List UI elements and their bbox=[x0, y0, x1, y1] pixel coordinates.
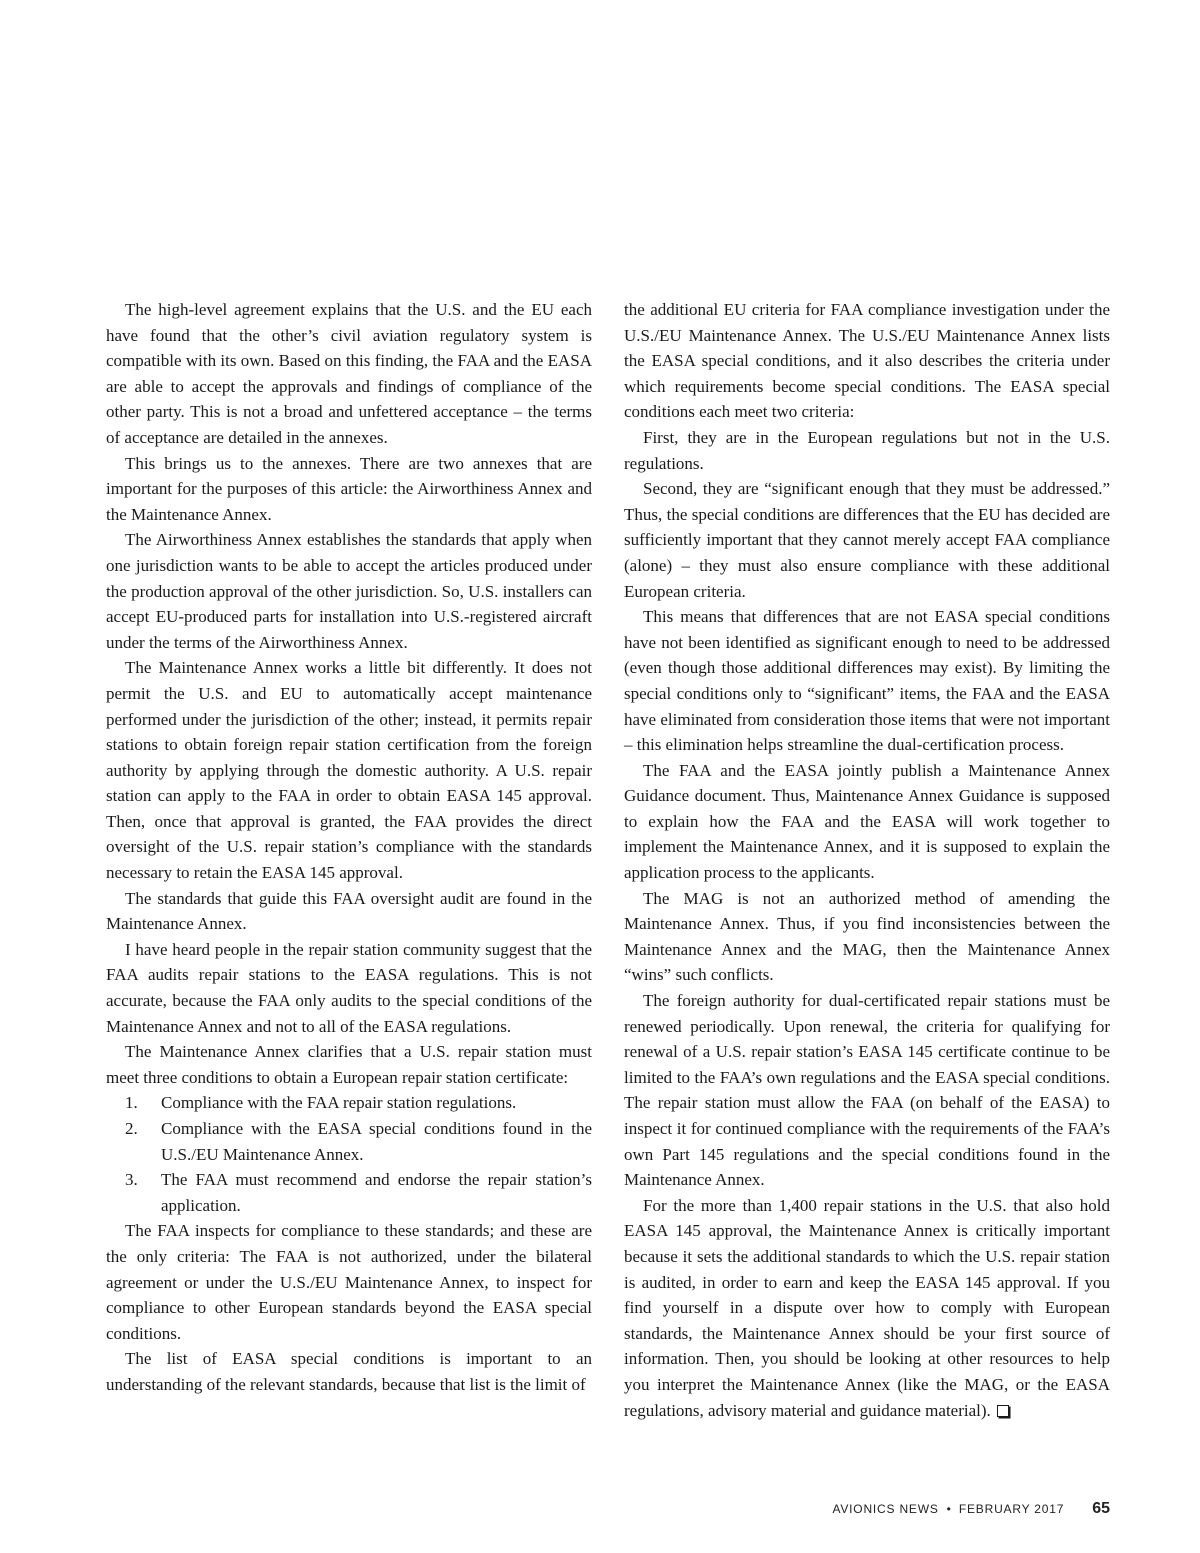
issue-date: FEBRUARY 2017 bbox=[958, 1502, 1065, 1516]
page-footer bbox=[832, 1500, 1110, 1518]
page-number: 65 bbox=[1092, 1500, 1110, 1517]
paragraph: Second, they are “significant enough that they must be addressed.” Thus, the special conditions are differences that the EU has decided are sufficiently important that they cannot merely accept FAA compliance (alone) – they must also ensure compliance with these additional European criteria. bbox=[624, 479, 1110, 601]
magazine-name: AVIONICS NEWS bbox=[832, 1502, 939, 1516]
paragraph: This brings us to the annexes. There are two annexes that are important for the purposes of this article: the Airworthiness Annex and the Maintenance Annex. bbox=[106, 453, 592, 524]
paragraph: The FAA inspects for compliance to these standards; and these are the only criteria: The FAA is not authorized, under the bilateral agreement or under the U.S./EU Maintenance Annex, to inspect for compliance to other European standards beyond the EASA special conditions. bbox=[106, 1221, 592, 1343]
paragraph: The high-level agreement explains that the U.S. and the EU each have found that the other’s civil aviation regulatory system is compatible with its own. Based on this finding, the FAA and the EASA are able to accept the approvals and findings of compliance of the other party. This is not a broad and unfettered acceptance – the terms of acceptance are detailed in the annexes. bbox=[106, 300, 592, 447]
paragraph: The Airworthiness Annex establishes the standards that apply when one jurisdiction wants to be able to accept the articles produced under the production approval of the other jurisdiction. So, U.S. installers can accept EU-produced parts for installation into U.S.-registered aircraft under the terms of the Airworthiness Annex. bbox=[106, 530, 592, 652]
list-item bbox=[106, 1116, 592, 1167]
list-item bbox=[106, 1090, 592, 1116]
footer-separator: • bbox=[946, 1502, 951, 1516]
paragraph: The MAG is not an authorized method of amending the Maintenance Annex. Thus, if you find inconsistencies between the Maintenance Annex and the MAG, then the Maintenance Annex “wins” such conflicts. bbox=[624, 888, 1110, 985]
right-column bbox=[624, 297, 1110, 1423]
list-item bbox=[106, 1167, 592, 1218]
list-text: The FAA must recommend and endorse the repair station’s application. bbox=[161, 1170, 592, 1215]
paragraph-continued: the additional EU criteria for FAA compliance investigation under the U.S./EU Maintenance Annex. The U.S./EU Maintenance Annex lists the EASA special conditions, and it also describes the criteria under which requirements become special conditions. The EASA special conditions each meet two criteria: bbox=[624, 300, 1110, 422]
paragraph: The FAA and the EASA jointly publish a Maintenance Annex Guidance document. Thus, Maintenance Annex Guidance is supposed to explain how the FAA and the EASA will work together to implement the Maintenance Annex, and it is supposed to explain the application process to the applicants. bbox=[624, 760, 1110, 883]
list-number: 2. bbox=[125, 1119, 138, 1138]
list-number: 1. bbox=[125, 1093, 138, 1113]
paragraph: The foreign authority for dual-certificated repair stations must be renewed periodically. Upon renewal, the criteria for qualifying for renewal of a U.S. repair station’s EASA 145 certificate continue to be limited to the FAA’s own regulations and the EASA special conditions. The repair station must allow the FAA (on behalf of the EASA) to inspect it for continued compliance with the requirements of the FAA’s own Part 145 regulations and the special conditions found in the Maintenance Annex. bbox=[624, 991, 1110, 1190]
final-text: For the more than 1,400 repair stations in the U.S. that also hold EASA 145 approval, the Maintenance Annex is critically important because it sets the additional standards to which the U.S. repair station is audited, in order to earn and keep the EASA 145 approval. If you find yourself in a dispute over how to comply with European standards, the Maintenance Annex should be your first source of information. Then, you should be looking at other resources to help you interpret the Maintenance Annex (like the MAG, or the EASA regulations, advisory material and guidance material). bbox=[624, 1195, 1110, 1420]
paragraph: The list of EASA special conditions is important to an understanding of the relevant standards, because that list is the limit of bbox=[106, 1349, 592, 1394]
paragraph: The standards that guide this FAA oversight audit are found in the Maintenance Annex. bbox=[106, 888, 592, 934]
left-column bbox=[106, 297, 592, 1398]
paragraph: The Maintenance Annex works a little bit differently. It does not permit the U.S. and EU to automatically accept maintenance performed under the jurisdiction of the other; instead, it permits repair stations to obtain foreign repair station certification from the foreign authority by applying through the domestic authority. A U.S. repair station can apply to the FAA in order to obtain EASA 145 approval. Then, once that approval is granted, the FAA provides the direct oversight of the U.S. repair station’s compliance with the standards necessary to retain the EASA 145 approval. bbox=[106, 658, 592, 883]
paragraph: This means that differences that are not EASA special conditions have not been identified as significant enough to need to be addressed (even though those additional differences may exist). By limiting the special conditions only to “significant” items, the FAA and the EASA have eliminated from consideration those items that were not important – this elimination helps streamline the dual-certification process. bbox=[624, 607, 1110, 755]
end-of-article-icon bbox=[997, 1405, 1009, 1417]
paragraph: The Maintenance Annex clarifies that a U.S. repair station must meet three conditions to obtain a European repair station certificate: bbox=[106, 1042, 592, 1087]
list-text: Compliance with the FAA repair station regulations. bbox=[161, 1093, 517, 1113]
paragraph-final bbox=[624, 1193, 1110, 1423]
list-text: Compliance with the EASA special conditions found in the U.S./EU Maintenance Annex. bbox=[161, 1119, 592, 1164]
conditions-list bbox=[106, 1090, 592, 1218]
paragraph: First, they are in the European regulations but not in the U.S. regulations. bbox=[624, 427, 1110, 473]
paragraph: I have heard people in the repair station community suggest that the FAA audits repair stations to the EASA regulations. This is not accurate, because the FAA only audits to the special conditions of the Maintenance Annex and not to all of the EASA regulations. bbox=[106, 939, 592, 1036]
list-number: 3. bbox=[125, 1170, 138, 1190]
